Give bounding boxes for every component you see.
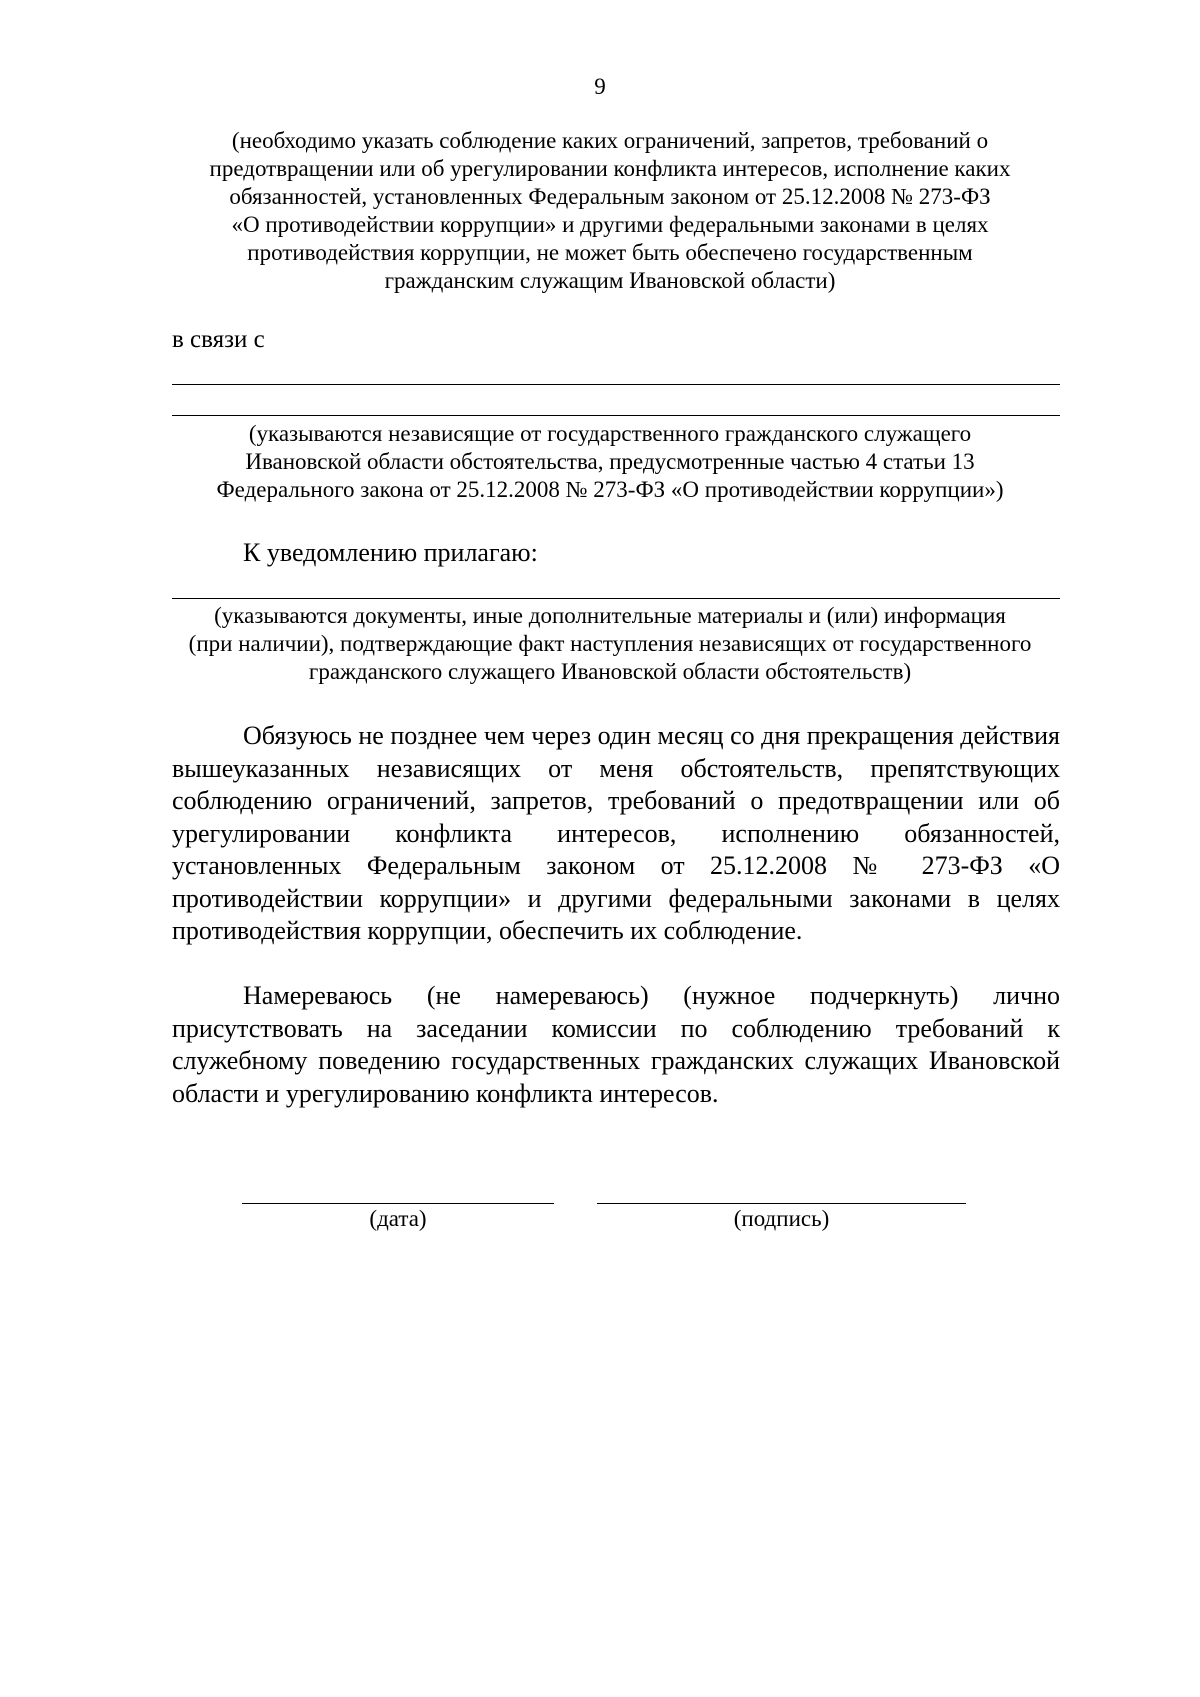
- date-fill-line: [242, 1203, 554, 1204]
- page-number: 9: [594, 74, 606, 99]
- note-line: противодействия коррупции, не может быть обеспечено государственным: [247, 240, 973, 265]
- attachments-fill-line: [172, 598, 1060, 599]
- note-line: Ивановской области обстоятельства, предусмотренные частью 4 статьи 13: [245, 449, 975, 474]
- reason-fill-line-2: [172, 415, 1060, 416]
- note-line: (при наличии), подтверждающие факт наступления независящих от государственного: [188, 631, 1032, 656]
- note-line: (указываются документы, иные дополнительные материалы и (или) информация: [214, 603, 1006, 628]
- note-line: гражданского служащего Ивановской области обстоятельств): [308, 659, 912, 684]
- date-caption: (дата): [369, 1206, 427, 1231]
- note-line: «О противодействии коррупции» и другими федеральными законами в целях: [231, 212, 989, 237]
- instruction-note-restrictions: [160, 127, 1060, 295]
- note-line: Федерального закона от 25.12.2008 № 273-ФЗ «О противодействии коррупции»): [216, 477, 1004, 502]
- note-line: предотвращении или об урегулировании конфликта интересов, исполнение каких: [209, 156, 1011, 181]
- note-line: гражданским служащим Ивановской области): [384, 268, 836, 293]
- note-line: (указываются независящие от государственного гражданского служащего: [248, 421, 972, 446]
- note-line: обязанностей, установленных Федеральным законом от 25.12.2008 № 273-ФЗ: [229, 184, 991, 209]
- signature-fill-line: [597, 1203, 966, 1204]
- obligation-paragraph: Обязуюсь не позднее чем через один месяц со дня прекращения действия вышеуказанных независящих от меня обстоятельств, препятствующих соблюдению ограничений, запретов, требований о предотвращении или об урегулировании конфликта интересов, исполнению обязанностей, установленных Федеральным законом от 25.12.2008 № 273-ФЗ «О противодействии коррупции» и другими федеральными законами в целях противодействия коррупции, обеспечить их соблюдение.: [172, 721, 1060, 945]
- signature-caption: (подпись): [733, 1206, 830, 1231]
- intention-paragraph: Намереваюсь (не намереваюсь) (нужное подчеркнуть) лично присутствовать на заседании комиссии по соблюдению требований к служебному поведению государственных гражданских служащих Ивановской области и урегулированию конфликта интересов.: [172, 981, 1060, 1108]
- attachments-label: К уведомлению прилагаю:: [243, 538, 538, 567]
- reason-label: в связи с: [172, 326, 265, 353]
- reason-fill-line-1: [172, 384, 1060, 385]
- instruction-note-circumstances: [160, 420, 1060, 504]
- instruction-note-documents: [160, 602, 1060, 686]
- note-line: (необходимо указать соблюдение каких ограничений, запретов, требований о: [231, 128, 989, 153]
